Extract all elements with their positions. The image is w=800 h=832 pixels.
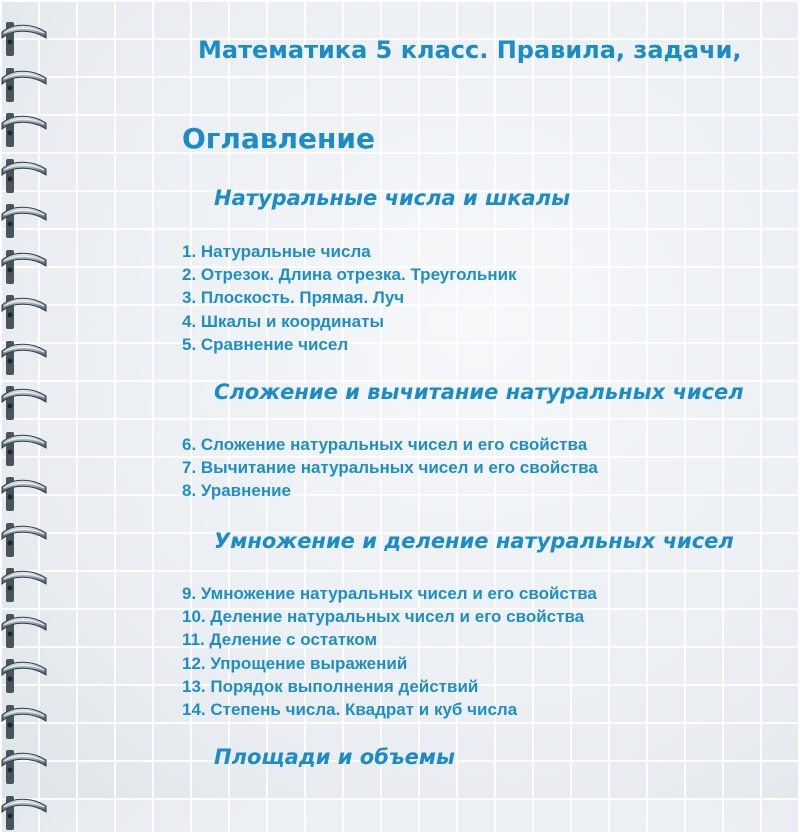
spiral-ring: [0, 610, 48, 650]
spiral-ring: [0, 109, 48, 149]
spiral-ring: [0, 291, 48, 331]
toc-link[interactable]: 9. Умножение натуральных чисел и его свойства: [182, 584, 597, 603]
toc-link[interactable]: 3. Плоскость. Прямая. Луч: [182, 288, 405, 308]
spiral-ring: [0, 155, 48, 195]
notebook-spiral-binding: [0, 0, 48, 800]
toc-link[interactable]: 5. Сравнение чисел: [182, 334, 349, 354]
spiral-ring: [0, 792, 48, 832]
toc-link[interactable]: 10. Деление натуральных чисел и его свойства: [182, 607, 585, 627]
spiral-ring: [0, 64, 48, 104]
toc-link[interactable]: 7. Вычитание натуральных чисел и его свойства: [182, 458, 598, 478]
spiral-ring: [0, 519, 48, 559]
spiral-ring: [0, 18, 48, 58]
spiral-ring: [0, 564, 48, 604]
toc-link[interactable]: 11. Деление с остатком: [182, 630, 378, 650]
toc-link[interactable]: 8. Уравнение: [182, 481, 292, 501]
spiral-ring: [0, 337, 48, 377]
toc-list-section-1: [182, 240, 517, 356]
toc-link[interactable]: 4. Шкалы и координаты: [182, 311, 384, 331]
toc-list-section-2: [182, 433, 598, 503]
toc-list-section-3: [182, 582, 597, 721]
toc-link[interactable]: 14. Степень числа. Квадрат и куб числа: [182, 700, 518, 720]
spiral-ring: [0, 428, 48, 468]
toc-heading: Оглавление: [182, 122, 376, 155]
section-title-multiplication-division: Умножение и деление натуральных чисел: [214, 529, 734, 553]
spiral-ring: [0, 200, 48, 240]
spiral-ring: [0, 701, 48, 741]
section-title-addition-subtraction: Сложение и вычитание натуральных чисел: [214, 380, 744, 404]
spiral-ring: [0, 746, 48, 786]
toc-link[interactable]: 6. Сложение натуральных чисел и его свойства: [182, 435, 588, 454]
page-title: Математика 5 класс. Правила, задачи,: [198, 36, 742, 64]
toc-link[interactable]: 2. Отрезок. Длина отрезка. Треугольник: [182, 265, 517, 285]
spiral-ring: [0, 382, 48, 422]
spiral-ring: [0, 246, 48, 286]
section-title-natural-numbers: Натуральные числа и шкалы: [214, 186, 571, 210]
toc-link[interactable]: 13. Порядок выполнения действий: [182, 676, 479, 696]
toc-link[interactable]: 1. Натуральные числа: [182, 242, 371, 261]
spiral-ring: [0, 473, 48, 513]
toc-link[interactable]: 12. Упрощение выражений: [182, 653, 408, 673]
spiral-ring: [0, 655, 48, 695]
section-title-areas-volumes: Площади и объемы: [214, 745, 456, 769]
